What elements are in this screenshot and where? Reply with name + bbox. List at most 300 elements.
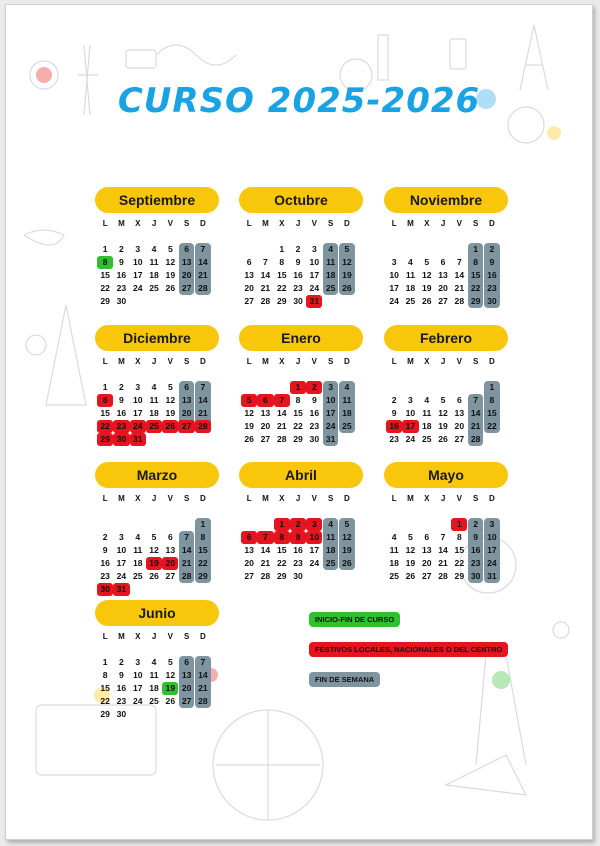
day-cell-holiday: 8 [274,531,290,544]
day-cell: 15 [276,545,287,555]
day-cell: 26 [405,571,416,581]
day-cell-holiday: 9 [290,531,306,544]
weekday-header: M [118,357,125,366]
spacer-cell [451,230,467,243]
day-cell: 23 [470,558,481,568]
empty-cell [435,381,451,394]
day-cell: 8 [295,395,301,405]
day-cell: 10 [309,257,320,267]
spacer-cell [402,505,418,518]
weekday-header: V [456,494,462,503]
day-cell: 23 [487,283,497,293]
day-cell: 29 [454,571,465,581]
spacer-cell [130,643,146,656]
weekday-header: D [344,494,350,503]
spacer-cell [146,230,162,243]
month-title: Mayo [384,462,508,488]
day-cell-holiday: 26 [162,420,178,433]
weekday-header: X [135,357,141,366]
weekday-header: M [262,494,269,503]
day-cell: 17 [309,545,320,555]
empty-cell [435,518,451,531]
spacer-cell [467,230,483,243]
day-cell: 17 [132,683,143,693]
day-cell: 5 [424,257,430,267]
day-cell: 19 [438,421,448,431]
day-cell: 5 [167,382,173,392]
day-cell: 29 [293,434,303,444]
day-cell-holiday: 22 [97,420,113,433]
day-cell: 2 [102,532,108,542]
day-cell: 8 [200,532,206,542]
day-cell: 27 [165,571,176,581]
day-cell: 16 [487,270,497,280]
spacer-cell [306,230,322,243]
spacer-cell [257,368,273,381]
day-cell: 5 [167,657,173,667]
day-cell: 21 [438,558,448,568]
weekday-header: L [246,219,252,228]
day-cell: 22 [470,283,481,293]
day-cell: 12 [165,395,176,405]
day-cell-holiday: 28 [195,420,211,433]
month-octubre [239,187,363,308]
day-cell: 9 [295,257,301,267]
day-grid [386,217,508,308]
day-cell: 6 [246,257,252,267]
day-cell: 9 [119,395,124,405]
doodle-speech [24,230,64,245]
day-cell: 21 [276,421,287,431]
day-cell-holiday: 29 [97,433,113,446]
day-cell: 18 [405,283,416,293]
empty-cell [146,518,162,531]
day-cell: 17 [132,270,143,280]
weekday-header: J [151,357,157,366]
month-septiembre [95,187,219,308]
weekday-header: J [295,357,301,366]
day-cell: 19 [342,270,352,280]
day-cell: 30 [116,296,127,306]
day-cell: 26 [438,434,448,444]
day-cell: 22 [293,421,303,431]
weekday-header: D [344,357,350,366]
spacer-cell [451,505,467,518]
weekday-header: D [200,219,206,228]
empty-cell [467,381,483,394]
day-cell: 25 [132,571,143,581]
weekday-header: L [391,219,397,228]
day-cell: 10 [132,257,143,267]
weekday-header: D [489,219,495,228]
day-cell: 4 [344,382,350,392]
day-cell: 4 [328,244,334,254]
spacer-cell [274,230,290,243]
day-cell: 2 [119,244,124,254]
day-cell: 28 [198,696,208,706]
empty-cell [241,518,257,531]
day-cell: 4 [328,519,334,529]
day-cell: 3 [489,519,495,529]
day-cell: 15 [454,545,465,555]
weekday-header: S [327,494,334,503]
day-cell: 19 [342,545,352,555]
weekday-header: D [489,357,495,366]
day-cell: 11 [149,395,159,405]
month-abril [239,462,363,583]
day-cell: 9 [119,257,124,267]
month-noviembre [384,187,508,308]
day-cell: 22 [454,558,465,568]
day-cell: 9 [102,545,108,555]
spacer-cell [162,643,178,656]
day-cell: 28 [181,571,192,581]
spacer-cell [241,230,257,243]
day-cell: 7 [456,257,462,267]
day-cell: 15 [487,408,497,418]
day-cell: 3 [408,395,413,405]
day-cell-holiday: 19 [146,557,162,570]
day-cell: 19 [405,558,416,568]
day-cell: 12 [165,257,176,267]
day-cell: 8 [489,395,495,405]
legend [309,607,508,687]
day-cell-holiday: 31 [113,583,129,596]
day-cell: 26 [165,696,176,706]
day-cell: 22 [487,421,497,431]
day-cell: 21 [198,408,208,418]
day-cell-holiday: 6 [257,394,273,407]
weekday-header: X [424,219,430,228]
day-cell: 26 [421,296,432,306]
day-grid [97,630,219,721]
day-cell: 23 [389,434,399,444]
spacer-cell [290,368,306,381]
empty-cell [241,381,257,394]
weekday-header: S [327,357,334,366]
day-cell: 13 [165,545,176,555]
spacer-cell [130,230,146,243]
day-cell: 11 [149,257,159,267]
month-febrero [384,325,508,446]
weekday-header: J [440,494,446,503]
day-cell: 2 [295,244,301,254]
day-cell: 31 [325,434,336,444]
weekday-header: L [246,494,252,503]
empty-cell [178,518,194,531]
day-cell: 20 [244,558,254,568]
day-cell: 10 [132,395,143,405]
day-cell: 24 [487,558,497,568]
spacer-cell [97,230,113,243]
spacer-cell [402,368,418,381]
day-cell: 10 [389,270,399,280]
doodle-globe [213,710,323,820]
day-cell: 15 [100,683,110,693]
spacer-cell [322,505,338,518]
day-cell: 22 [276,558,287,568]
day-cell-holiday: 3 [306,518,322,531]
day-cell: 8 [456,532,462,542]
doodle-dot-right [553,622,569,638]
day-cell: 9 [311,395,317,405]
weekday-header: X [424,357,430,366]
day-cell: 16 [116,683,127,693]
day-cell-holiday: 30 [113,433,129,446]
weekday-header: M [407,219,414,228]
day-cell: 11 [326,257,336,267]
spacer-cell [97,643,113,656]
legend-holiday: FESTIVOS LOCALES, NACIONALES O DEL CENTRO [309,642,508,657]
day-cell: 11 [149,670,159,680]
day-grid [241,355,363,446]
weekday-header: X [279,494,285,503]
day-cell: 30 [309,434,320,444]
month-title: Febrero [384,325,508,351]
spacer-cell [113,643,129,656]
weekday-header: J [440,357,446,366]
day-cell-start-end: 8 [97,256,113,269]
day-cell: 26 [342,558,352,568]
day-cell: 28 [276,434,287,444]
spacer-cell [386,230,402,243]
day-cell: 24 [389,296,399,306]
day-cell: 21 [470,421,481,431]
spacer-cell [484,505,500,518]
day-cell: 25 [325,558,336,568]
day-cell-holiday: 2 [306,381,322,394]
spacer-cell [113,368,129,381]
day-cell: 25 [389,571,399,581]
empty-cell [419,243,435,256]
weekday-header: D [344,219,350,228]
day-cell: 19 [421,283,432,293]
day-cell: 16 [116,408,127,418]
month-title: Diciembre [95,325,219,351]
day-cell: 27 [181,696,192,706]
empty-cell [386,518,402,531]
day-cell: 18 [342,408,352,418]
day-cell: 12 [405,545,416,555]
weekday-header: X [279,357,285,366]
spacer-cell [339,505,355,518]
spacer-cell [484,230,500,243]
spacer-cell [97,505,113,518]
empty-cell [451,381,467,394]
day-cell: 23 [116,283,127,293]
day-cell: 25 [149,283,159,293]
spacer-cell [274,505,290,518]
day-cell: 23 [293,283,303,293]
weekday-header: L [102,219,108,228]
spacer-cell [257,230,273,243]
weekday-header: V [311,494,317,503]
day-cell: 18 [421,421,432,431]
weekday-header: S [183,494,190,503]
day-cell: 9 [489,257,495,267]
day-cell: 14 [276,408,287,418]
day-cell: 16 [470,545,481,555]
day-cell: 15 [100,270,110,280]
spacer-cell [306,368,322,381]
day-cell: 2 [391,395,397,405]
spacer-cell [435,230,451,243]
day-cell: 12 [244,408,254,418]
weekday-header: X [135,632,141,641]
day-cell: 7 [200,244,206,254]
day-cell: 18 [325,270,336,280]
day-grid [97,492,219,596]
day-cell: 18 [149,408,159,418]
day-cell: 1 [200,519,206,529]
month-title: Septiembre [95,187,219,213]
day-cell: 27 [260,434,271,444]
empty-cell [162,518,178,531]
spacer-cell [419,505,435,518]
day-grid [386,355,508,446]
spacer-cell [162,505,178,518]
day-cell: 14 [454,270,465,280]
day-cell: 18 [132,558,143,568]
spacer-cell [257,505,273,518]
day-cell: 11 [342,395,352,405]
empty-cell [386,381,402,394]
day-cell: 13 [421,545,432,555]
day-cell: 4 [391,532,397,542]
day-cell: 6 [184,244,190,254]
day-cell: 2 [489,244,495,254]
day-cell: 21 [198,270,208,280]
day-cell: 29 [470,296,481,306]
day-cell: 10 [132,670,143,680]
day-cell: 3 [135,244,141,254]
day-cell: 18 [325,545,336,555]
spacer-cell [241,505,257,518]
weekday-header: V [167,494,173,503]
weekday-header: J [295,219,301,228]
day-cell: 17 [309,270,320,280]
spacer-cell [178,368,194,381]
empty-cell [402,381,418,394]
day-cell: 4 [151,657,157,667]
day-cell: 10 [487,532,497,542]
doodle-dot [26,335,46,355]
day-cell: 11 [405,270,415,280]
weekday-header: S [472,219,479,228]
day-cell: 17 [487,545,497,555]
day-cell: 4 [151,244,157,254]
day-grid [97,355,219,446]
day-cell: 26 [149,571,159,581]
day-cell-holiday: 20 [162,557,178,570]
spacer-cell [274,368,290,381]
day-cell: 16 [293,270,303,280]
day-cell: 24 [309,558,320,568]
empty-cell [257,381,273,394]
day-cell: 26 [342,283,352,293]
day-cell: 29 [276,296,287,306]
weekday-header: S [472,357,479,366]
day-cell: 6 [167,532,173,542]
day-cell: 4 [151,382,157,392]
day-cell: 20 [260,421,271,431]
day-cell: 10 [325,395,336,405]
weekday-header: V [167,357,173,366]
spacer-cell [113,230,129,243]
day-cell: 1 [489,382,495,392]
empty-cell [402,243,418,256]
day-cell: 15 [470,270,481,280]
day-cell: 17 [325,408,336,418]
day-cell: 20 [181,683,192,693]
empty-cell [241,243,257,256]
weekday-header: V [167,632,173,641]
day-cell: 18 [149,683,159,693]
day-cell: 6 [456,395,462,405]
day-cell: 24 [116,571,127,581]
empty-cell [257,243,273,256]
day-cell-holiday: 6 [241,531,257,544]
day-cell: 25 [342,421,352,431]
spacer-cell [290,230,306,243]
day-cell: 1 [102,382,108,392]
day-cell: 24 [132,696,143,706]
day-cell: 19 [244,421,254,431]
spacer-cell [339,230,355,243]
month-junio [95,600,219,721]
day-cell: 27 [454,434,465,444]
calendar-page [5,4,593,840]
weekday-header: X [279,219,285,228]
day-cell: 15 [198,545,208,555]
day-cell: 4 [135,532,141,542]
day-cell: 20 [454,421,465,431]
day-cell-holiday: 1 [290,381,306,394]
day-cell: 19 [165,270,176,280]
spacer-cell [435,505,451,518]
day-cell: 11 [133,545,143,555]
day-cell: 14 [198,670,208,680]
spacer-cell [484,368,500,381]
spacer-cell [195,643,211,656]
day-cell: 13 [454,408,465,418]
day-cell-holiday: 1 [451,518,467,531]
weekday-header: J [151,632,157,641]
spacer-cell [113,505,129,518]
weekday-header: S [183,632,190,641]
spacer-cell [162,230,178,243]
doodle-wave [156,45,236,65]
weekday-header: M [407,494,414,503]
day-cell: 11 [422,408,432,418]
day-cell-holiday: 25 [146,420,162,433]
day-cell: 28 [454,296,465,306]
weekday-header: X [135,219,141,228]
day-cell: 23 [309,421,320,431]
day-cell-holiday: 5 [241,394,257,407]
empty-cell [419,381,435,394]
day-cell: 16 [116,270,127,280]
day-cell: 1 [102,657,108,667]
legend-weekend: FIN DE SEMANA [309,672,380,687]
day-cell: 26 [165,283,176,293]
day-cell: 4 [424,395,430,405]
month-marzo [95,462,219,596]
day-cell: 24 [405,434,416,444]
day-cell-holiday: 1 [274,518,290,531]
day-cell: 7 [473,395,479,405]
page-title: CURSO 2025-2026 [117,81,481,121]
